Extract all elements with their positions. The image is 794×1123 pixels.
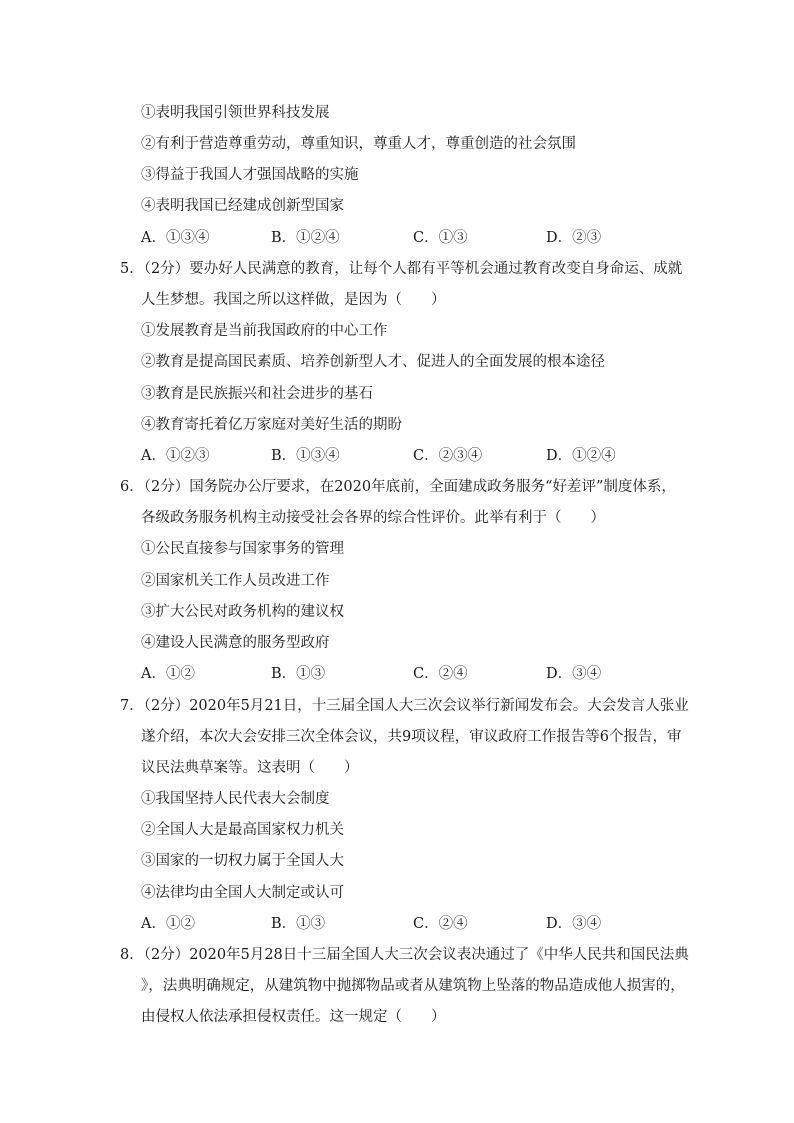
option-b[interactable]: B．①③④	[271, 448, 340, 464]
question-stem-continued: 由侵权人依法承担侵权责任。这一规定（ ）	[141, 1009, 446, 1025]
option-b[interactable]: B．①③	[271, 666, 326, 682]
option-d[interactable]: D．①②④	[546, 448, 616, 464]
question-stem: 7．（2分）2020年5月21日，十三届全国人大三次会议举行新闻发布会。大会发言人张业	[120, 698, 689, 714]
statement-4: ④法律均由全国人大制定或认可	[141, 885, 344, 901]
question-stem-continued: 议民法典草案等。这表明（ ）	[141, 760, 359, 776]
option-c[interactable]: C．②④	[413, 666, 468, 682]
question-stem: 5．（2分）要办好人民满意的教育，让每个人都有平等机会通过教育改变自身命运、成就	[120, 261, 683, 277]
option-a[interactable]: A．①②	[141, 916, 195, 932]
statement-4: ④建设人民满意的服务型政府	[141, 635, 330, 651]
answer-options	[0, 228, 794, 248]
statement-3: ③扩大公民对政务机构的建议权	[141, 604, 344, 620]
statement-1: ①公民直接参与国家事务的管理	[141, 541, 344, 557]
statement-2: ②教育是提高国民素质、培养创新型人才、促进人的全面发展的根本途径	[141, 354, 605, 370]
option-d[interactable]: D．③④	[546, 666, 602, 682]
question-stem-continued: 人生梦想。我国之所以这样做，是因为（ ）	[141, 292, 446, 308]
option-d[interactable]: D．③④	[546, 916, 602, 932]
statement-1: ①我国坚持人民代表大会制度	[141, 791, 330, 807]
question-stem: 6．（2分）国务院办公厅要求，在2020年底前，全面建成政务服务“好差评”制度体系，	[120, 479, 676, 495]
statement-2: ②有利于营造尊重劳动，尊重知识，尊重人才，尊重创造的社会氛围	[141, 136, 576, 152]
option-b[interactable]: B．①③	[271, 916, 326, 932]
option-d[interactable]: D．②③	[546, 230, 602, 246]
option-c[interactable]: C．①③	[413, 230, 468, 246]
option-c[interactable]: C．②③④	[413, 448, 483, 464]
question-stem-continued: 遂介绍，本次大会安排三次全体会议，共9项议程，审议政府工作报告等6个报告，审	[141, 729, 682, 745]
statement-2: ②国家机关工作人员改进工作	[141, 573, 330, 589]
statement-3: ③教育是民族振兴和社会进步的基石	[141, 386, 373, 402]
question-stem-continued: 》，法典明确规定，从建筑物中抛掷物品或者从建筑物上坠落的物品造成他人损害的，	[141, 978, 685, 994]
question-stem-continued: 各级政务服务机构主动接受社会各界的综合性评价。此举有利于（ ）	[141, 510, 605, 526]
statement-3: ③得益于我国人才强国战略的实施	[141, 167, 359, 183]
option-b[interactable]: B．①②④	[271, 230, 340, 246]
option-c[interactable]: C．②④	[413, 916, 468, 932]
statement-4: ④表明我国已经建成创新型国家	[141, 198, 344, 214]
option-a[interactable]: A．①③④	[141, 230, 210, 246]
answer-options	[0, 446, 794, 466]
statement-2: ②全国人大是最高国家权力机关	[141, 822, 344, 838]
statement-4: ④教育寄托着亿万家庭对美好生活的期盼	[141, 417, 402, 433]
question-stem: 8．（2分）2020年5月28日十三届全国人大三次会议表决通过了《中华人民共和国民法典	[120, 947, 689, 963]
statement-3: ③国家的一切权力属于全国人大	[141, 853, 344, 869]
answer-options	[0, 664, 794, 684]
answer-options	[0, 914, 794, 934]
option-a[interactable]: A．①②	[141, 666, 195, 682]
statement-1: ①发展教育是当前我国政府的中心工作	[141, 323, 388, 339]
statement-1: ①表明我国引领世界科技发展	[141, 105, 330, 121]
option-a[interactable]: A．①②③	[141, 448, 210, 464]
